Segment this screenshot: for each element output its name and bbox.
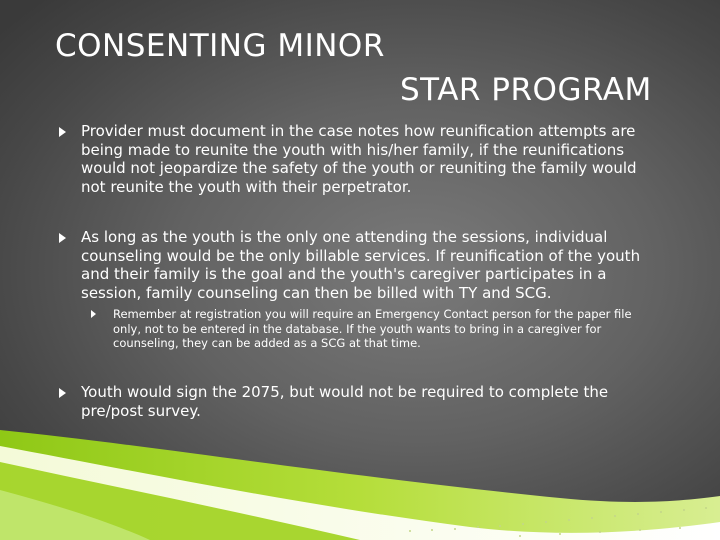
bullet-arrow-icon xyxy=(59,388,66,398)
bullet-arrow-icon xyxy=(59,233,66,243)
bullet-arrow-icon xyxy=(59,127,66,137)
sub-bullet-text: Remember at registration you will require an Emergency Contact person for the paper file only, not to be entered in the database. If the youth wants to bring in a caregiver for counseling, they can be added as a SCG at that time. xyxy=(113,307,632,350)
slide-title-line-2: STAR PROGRAM xyxy=(400,72,652,108)
bullet-text: As long as the youth is the only one attending the sessions, individual counseling would be the only billable services. If reunification of the youth and their family is the goal and the youth's caregiver participates in a session, family counseling can then be billed with TY and SCG. xyxy=(81,228,641,302)
slide-title-line-1: CONSENTING MINOR xyxy=(55,28,385,64)
bullet-text: Provider must document in the case notes how reunification attempts are being made to reunite the youth with his/her family, if the reunifications would not jeopardize the safety of the youth or reuniting the family would not reunite the youth with their perpetrator. xyxy=(81,122,637,196)
bullet-arrow-icon xyxy=(91,310,96,318)
bullet-text: Youth would sign the 2075, but would not be required to complete the pre/post survey. xyxy=(81,383,609,420)
